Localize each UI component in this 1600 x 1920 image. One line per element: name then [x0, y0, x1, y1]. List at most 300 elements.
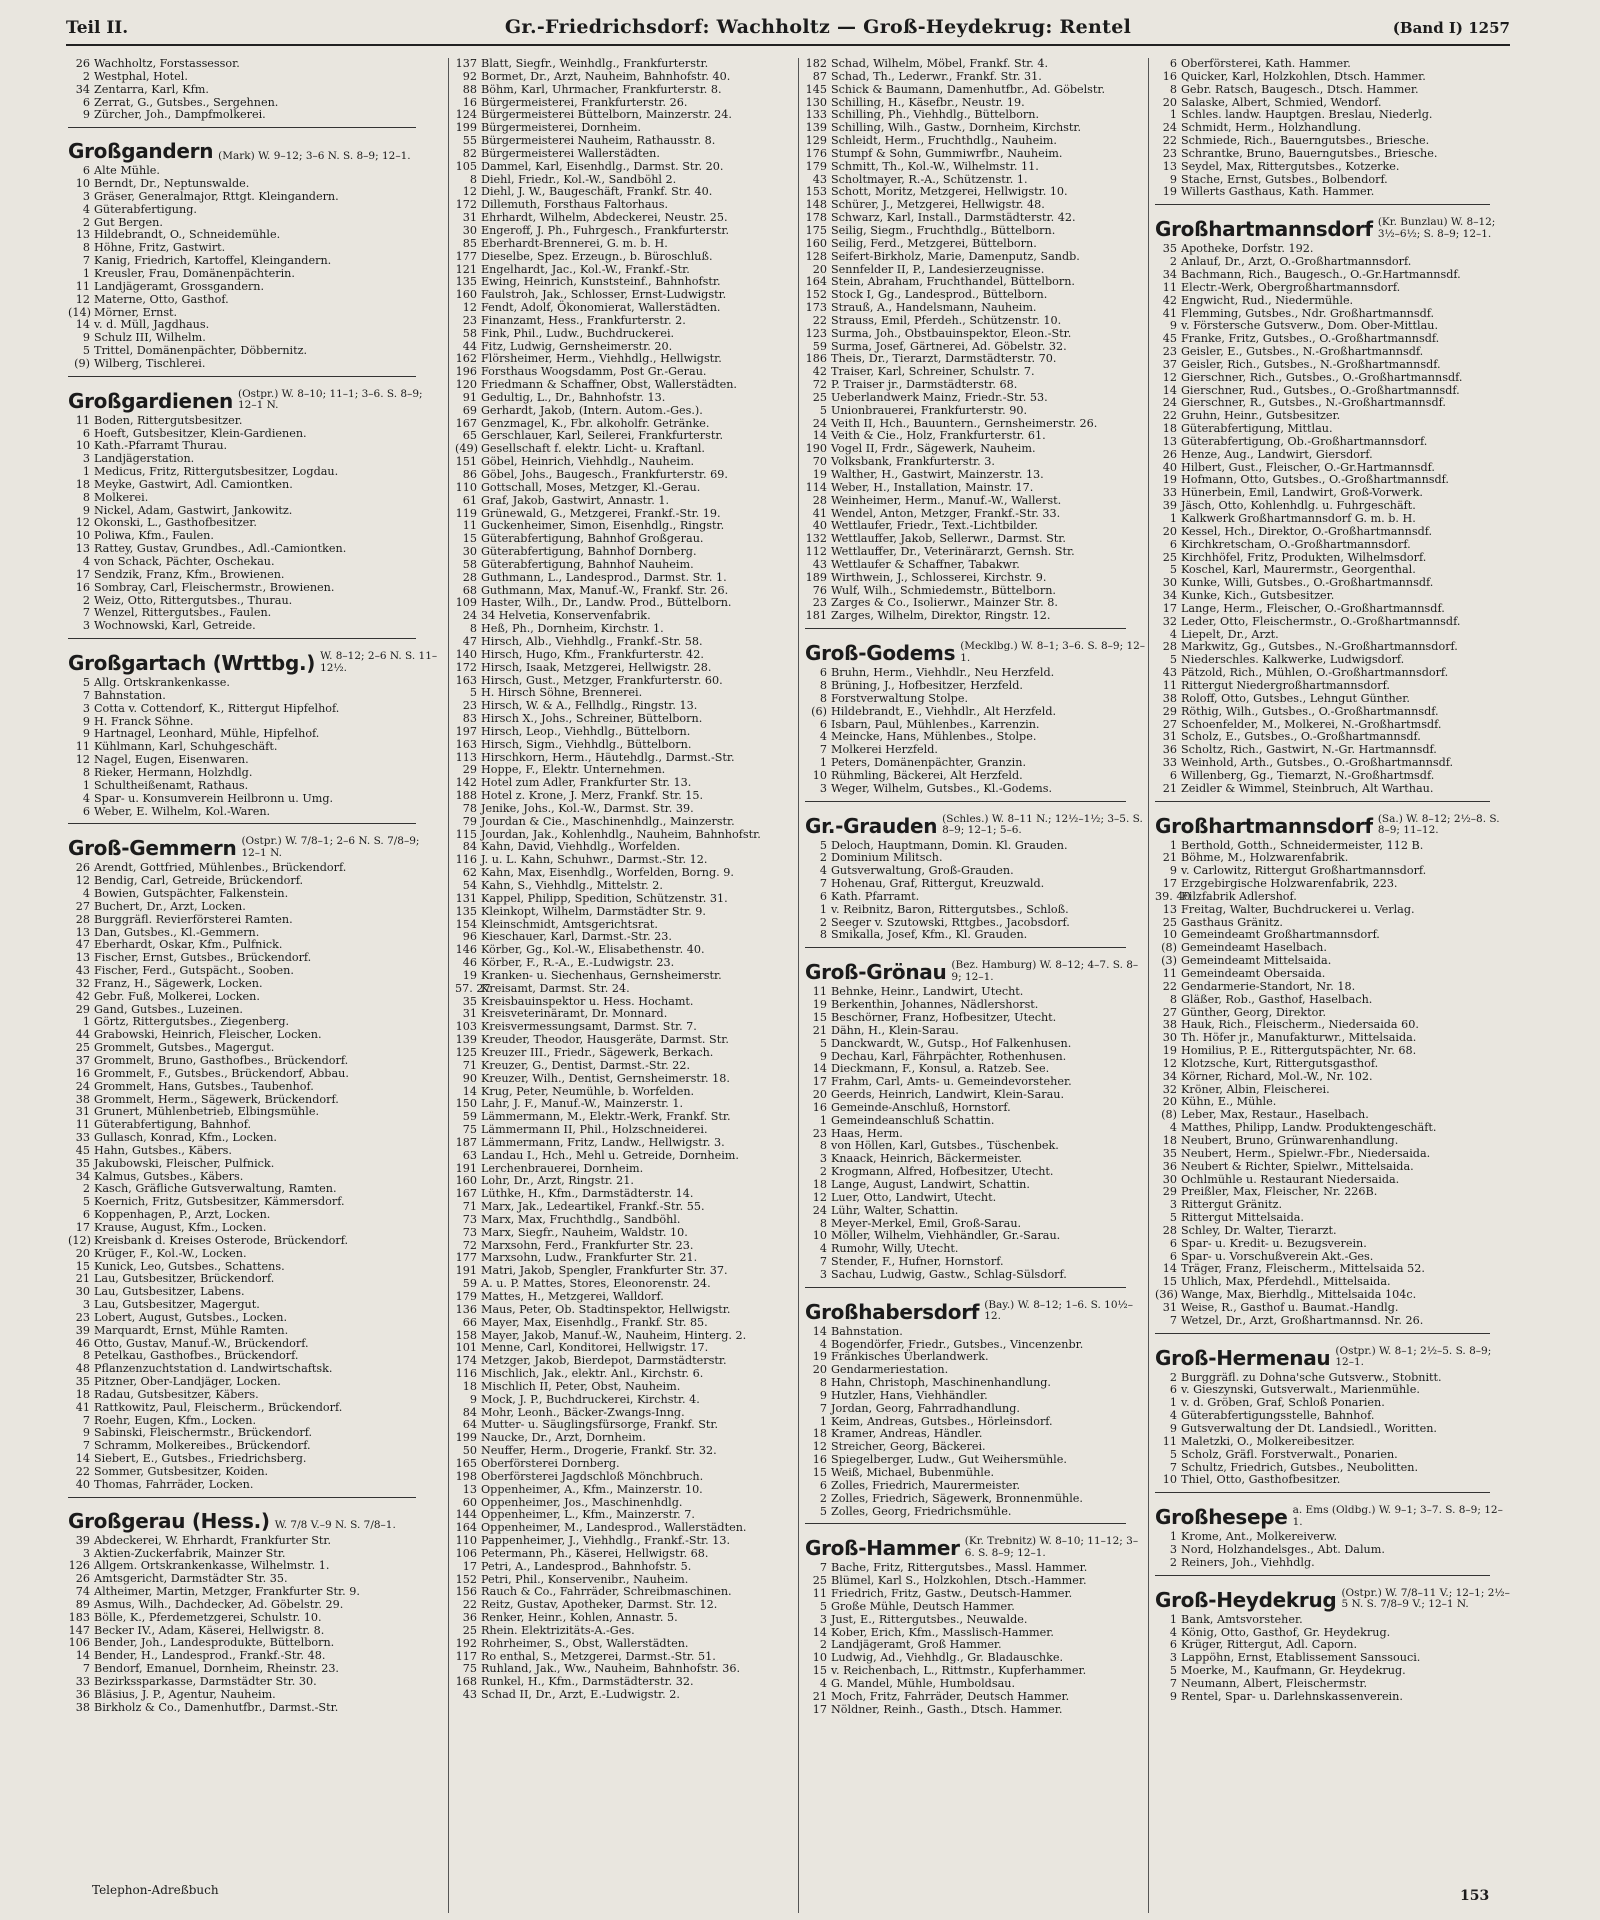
phone-number: 92 [462, 69, 477, 83]
phone-number: 8 [82, 490, 90, 504]
entry-text: Mischlich II, Peter, Obst, Nauheim. [481, 1379, 681, 1393]
entry-text: Hoeft, Gutsbesitzer, Klein-Gardienen. [94, 426, 307, 440]
entry-text: Stumpf & Sohn, Gummiwrfbr., Nauheim. [831, 146, 1063, 160]
phone-number: 11 [812, 985, 827, 999]
entry-text: Oppenheimer, A., Kfm., Mainzerstr. 10. [481, 1482, 703, 1496]
entry-text: Radau, Gutsbesitzer, Käbers. [94, 1387, 259, 1401]
phone-number: 42 [75, 989, 90, 1003]
phone-number: 183 [68, 1610, 90, 1624]
phone-number: 33 [75, 1674, 90, 1688]
phone-number: 3 [82, 189, 90, 203]
entry-text: Dan, Gutsbes., Kl.-Gemmern. [94, 925, 260, 939]
phone-number: 164 [455, 1521, 477, 1535]
phone-number: 24 [1162, 121, 1177, 135]
entry-text: Wenzel, Rittergutsbes., Faulen. [94, 606, 272, 620]
entry-text: Stein, Abraham, Fruchthandel, Büttelborn. [831, 275, 1075, 289]
phone-number: 9 [82, 727, 90, 741]
phone-number: 4 [819, 730, 827, 744]
entry-text: Pflanzenzuchtstation d. Landwirtschaftsk. [94, 1362, 333, 1376]
entry-text: Siebert, E., Gutsbes., Friedrichsberg. [94, 1452, 307, 1466]
section-divider [68, 823, 416, 824]
entry-text: Electr.-Werk, Obergroßhartmannsdorf. [1181, 280, 1401, 294]
phone-number: 17 [75, 567, 90, 581]
entry-text: Keim, Andreas, Gutsbes., Hörleinsdorf. [831, 1414, 1053, 1428]
entry-text: Schultheißenamt, Rathaus. [94, 778, 249, 792]
entry-text: Bahnstation. [831, 1324, 903, 1338]
directory-entry [805, 610, 1147, 623]
phone-number: 35 [1162, 242, 1177, 256]
entry-text: Koppenhagen, P., Arzt, Locken. [94, 1208, 271, 1222]
phone-number: 2 [819, 1491, 827, 1505]
entry-text: Nagel, Eugen, Eisenwaren. [94, 753, 249, 767]
entry-text: Burggräfl. zu Dohna'sche Gutsverw., Stobnitt. [1181, 1370, 1442, 1384]
entry-text: v. Reichenbach, L., Rittmstr., Kupferhammer. [831, 1664, 1087, 1678]
entry-text: Gebr. Fuß, Molkerei, Locken. [94, 989, 260, 1003]
page-header [66, 16, 1510, 42]
entry-text: Mayer, Max, Eisenhdlg., Frankf. Str. 85. [481, 1315, 708, 1329]
phone-number: 31 [1162, 730, 1177, 744]
phone-number: 19 [812, 998, 827, 1012]
entry-text: Bank, Amtsvorsteher. [1181, 1612, 1303, 1626]
phone-number: 163 [455, 737, 477, 751]
entry-text: Pitzner, Ober-Landjäger, Locken. [94, 1375, 281, 1389]
entry-text: Neubert, Bruno, Grünwarenhandlung. [1181, 1133, 1399, 1147]
phone-number: 19 [812, 468, 827, 481]
town-hours: (Schles.) W. 8–11 N.; 12½–1½; 3–5. S. 8–9; 12–1; 5–6. [942, 812, 1143, 837]
entry-text: Strauss, Emil, Pferdeh., Schützenstr. 10. [831, 313, 1062, 327]
entry-text: Bahnstation. [94, 688, 166, 702]
entry-text: Schad II, Dr., Arzt, E.-Ludwigstr. 2. [481, 1688, 680, 1702]
phone-number: 11 [1162, 967, 1177, 980]
entry-text: Bruhn, Herm., Viehhdlr., Neu Herzfeld. [831, 666, 1055, 680]
phone-number: 59 [812, 339, 827, 353]
phone-number: 116 [455, 1367, 477, 1381]
entry-text: Veith & Cie., Holz, Frankfurterstr. 61. [831, 429, 1046, 443]
entry-text: Westphal, Hotel. [94, 69, 188, 83]
entry-text: Dechau, Karl, Fährpächter, Rothenhusen. [831, 1049, 1067, 1063]
entry-text: Kasch, Gräfliche Gutsverwaltung, Ramten. [94, 1182, 337, 1196]
phone-number: 11 [462, 519, 477, 533]
entry-text: Schott, Moritz, Metzgerei, Hellwigstr. 10. [831, 185, 1068, 199]
entry-text: Schmiede, Rich., Bauerngutsbes., Briesche. [1181, 134, 1430, 148]
entry-text: Guthmann, L., Landesprod., Darmst. Str. 1. [481, 570, 727, 584]
entry-text: Zarges & Co., Isolierwr., Mainzer Str. 8. [831, 596, 1058, 610]
phone-number: 10 [75, 439, 90, 453]
entry-text: Willerts Gasthaus, Kath. Hammer. [1181, 185, 1375, 199]
entry-text: Seifert-Birkholz, Marie, Damenputz, Sandb. [831, 249, 1080, 263]
entry-text: Gemeindeanschluß Schattin. [831, 1113, 995, 1127]
phone-number: 19 [1162, 185, 1177, 199]
phone-number: 110 [455, 1534, 477, 1548]
phone-number: 2 [82, 215, 90, 229]
entry-text: Oberförsterei, Kath. Hammer. [1181, 58, 1351, 70]
phone-number: 113 [455, 750, 477, 764]
phone-number: 150 [455, 1097, 477, 1111]
entry-text: Grommelt, Herm., Sägewerk, Brückendorf. [94, 1092, 339, 1106]
phone-number: 3 [819, 781, 827, 795]
phone-number: 87 [812, 69, 827, 83]
phone-number: 34 [75, 1169, 90, 1183]
phone-number: 13 [462, 1482, 477, 1496]
entry-text: Burggräfl. Revierförsterei Ramten. [94, 912, 293, 926]
phone-number: 38 [1162, 1018, 1177, 1032]
phone-number: 11 [812, 1587, 827, 1601]
entry-text: Sommer, Gutsbesitzer, Koiden. [94, 1465, 269, 1478]
phone-number: 4 [1169, 627, 1177, 641]
entry-text: Brüning, J., Hofbesitzer, Herzfeld. [831, 678, 1023, 692]
entry-text: A. u. P. Mattes, Stores, Eleonorenstr. 24. [481, 1277, 711, 1291]
phone-number: 139 [805, 121, 827, 135]
phone-number: 72 [462, 1238, 477, 1252]
phone-number: 8 [82, 765, 90, 779]
phone-number: 130 [805, 95, 827, 109]
phone-number: 18 [75, 1387, 90, 1401]
entry-text: Amtsgericht, Darmstädter Str. 35. [94, 1572, 288, 1586]
section-divider [805, 1523, 1126, 1524]
entry-text: Roehr, Eugen, Kfm., Locken. [94, 1413, 257, 1427]
phone-number: 11 [1162, 280, 1177, 294]
phone-number: 5 [819, 838, 827, 852]
entry-text: Lappöhn, Ernst, Etablissement Sanssouci. [1181, 1651, 1421, 1665]
phone-number: 20 [812, 1363, 827, 1377]
column-4 [1148, 58, 1511, 1913]
entry-text: Hotel z. Krone, J. Merz, Frankf. Str. 15. [481, 789, 704, 803]
entry-text: Schrantke, Bruno, Bauerngutsbes., Briesche. [1181, 146, 1438, 160]
phone-number: 1 [82, 1015, 90, 1029]
entry-text: Marxsohn, Ludw., Frankfurter Str. 21. [481, 1251, 698, 1265]
page-number: 153 [1460, 1888, 1490, 1904]
entry-text: Marx, Jak., Ledeartikel, Frankf.-Str. 55. [481, 1200, 705, 1214]
phone-number: 2 [82, 69, 90, 83]
entry-text: Thiel, Otto, Gasthofbesitzer. [1181, 1473, 1341, 1487]
phone-number: 22 [75, 1465, 90, 1478]
phone-number: 165 [455, 1456, 477, 1470]
entry-text: Rieker, Hermann, Holzhdlg. [94, 765, 253, 779]
phone-number: 27 [1162, 1005, 1177, 1019]
phone-number: 182 [805, 58, 827, 70]
entry-text: Becker IV., Adam, Käserei, Hellwigstr. 8. [94, 1623, 325, 1637]
phone-number: 40 [1162, 460, 1177, 474]
entry-text: Gräser, Generalmajor, Rttgt. Kleingandern. [94, 189, 339, 203]
phone-number: 7 [82, 1662, 90, 1676]
phone-number: 116 [455, 853, 477, 867]
entry-text: Sombray, Carl, Fleischermstr., Browienen. [94, 580, 335, 594]
phone-number: 44 [75, 1028, 90, 1042]
entry-text: Fendt, Adolf, Ökonomierat, Wallerstädten. [481, 301, 721, 315]
entry-text: Wirthwein, J., Schlosserei, Kirchstr. 9. [831, 570, 1047, 584]
phone-number: 25 [75, 1041, 90, 1055]
phone-number: 35 [75, 1375, 90, 1389]
phone-number: 133 [805, 108, 827, 122]
entry-text: Kleinkopt, Wilhelm, Darmstädter Str. 9. [481, 904, 706, 918]
phone-number: 25 [1162, 550, 1177, 564]
phone-number: 19 [1162, 1044, 1177, 1058]
phone-number: 6 [1169, 58, 1177, 70]
entry-text: Kreuzer, Wilh., Dentist, Gernsheimerstr. 18. [481, 1071, 730, 1085]
directory-entry [805, 1506, 1147, 1519]
entry-text: Sennfelder II, P., Landesierzeugnisse. [831, 262, 1045, 276]
entry-text: H. Hirsch Söhne, Brennerei. [481, 686, 643, 700]
phone-number: 21 [75, 1272, 90, 1286]
entry-text: Zarges, Wilhelm, Direktor, Ringstr. 12. [831, 609, 1051, 623]
phone-number: 1 [819, 756, 827, 770]
entry-text: Gottschall, Moses, Metzger, Kl.-Gerau. [481, 480, 701, 494]
entry-text: Koschel, Karl, Maurermstr., Georgenthal. [1181, 563, 1416, 577]
phone-number: 4 [82, 555, 90, 568]
entry-text: Gendarmerie-Standort, Nr. 18. [1181, 979, 1356, 993]
phone-number: 4 [82, 791, 90, 805]
phone-number: 135 [455, 904, 477, 918]
phone-number: 38 [75, 1092, 90, 1106]
entry-text: Willenberg, Gg., Tiemarzt, N.-Großhartmsdf. [1181, 768, 1435, 782]
phone-number: 158 [455, 1328, 477, 1342]
section-divider [1155, 1333, 1490, 1334]
band-page-label: (Band I) 1257 [1392, 19, 1510, 37]
entry-text: Bowien, Gutspächter, Falkenstein. [94, 887, 289, 901]
entry-text: Hotel zum Adler, Frankfurter Str. 13. [481, 776, 692, 790]
entry-text: Kreuder, Theodor, Hausgeräte, Darmst. Str. [481, 1033, 729, 1047]
entry-text: Röthig, Wilh., Gutsbes., O.-Großhartmannsdf. [1181, 704, 1439, 718]
phone-number: 18 [1162, 1133, 1177, 1147]
entry-text: Landjägerstation. [94, 452, 195, 466]
entry-text: Flörsheimer, Herm., Viehhdlg., Hellwigstr. [481, 352, 722, 366]
entry-text: Wettlauffer, Dr., Veterinärarzt, Gernsh. Str. [831, 545, 1075, 559]
town-hours: W. 7/8 V.–9 N. S. 7/8–1. [274, 1519, 396, 1532]
phone-number: 28 [462, 570, 477, 584]
directory-entry [805, 1704, 1147, 1717]
phone-number: 101 [455, 1341, 477, 1355]
phone-number: 6 [819, 666, 827, 680]
entry-text: Grommelt, Hans, Gutsbes., Taubenhof. [94, 1079, 314, 1093]
entry-text: Krause, August, Kfm., Locken. [94, 1220, 267, 1234]
phone-number: 35 [1162, 1146, 1177, 1160]
phone-number: 2 [819, 915, 827, 929]
phone-number: 34 [1162, 1069, 1177, 1083]
phone-number: 191 [455, 1264, 477, 1278]
directory-entry [68, 358, 438, 371]
phone-number: 1 [819, 1113, 827, 1127]
entry-text: Haas, Herm. [831, 1126, 903, 1140]
entry-text: Strauß, A., Handelsmann, Nauheim. [831, 301, 1037, 315]
phone-number: 139 [455, 1033, 477, 1047]
entry-text: Rittergut Mittelsaida. [1181, 1211, 1304, 1225]
entry-text: Körber, F., R.-A., E.-Ludwigstr. 23. [481, 956, 675, 970]
entry-text: Cotta v. Cottendorf, K., Rittergut Hipfelhof. [94, 701, 340, 715]
phone-number: 11 [1162, 678, 1177, 692]
entry-text: Maus, Peter, Ob. Stadtinspektor, Hellwigstr. [481, 1302, 731, 1316]
entry-text: Neubert & Richter, Spielwr., Mittelsaida. [1181, 1159, 1414, 1173]
phone-number: 36 [1162, 1159, 1177, 1173]
phone-number: 39. 40 [1155, 889, 1191, 903]
entry-text: Pätzold, Rich., Mühlen, O.-Großhartmannsdorf. [1181, 666, 1449, 680]
entry-text: Ro enthal, S., Metzgerei, Darmst.-Str. 51. [481, 1649, 716, 1663]
phone-number: 160 [805, 236, 827, 250]
phone-number: 12 [75, 292, 90, 306]
entry-text: Schoenfelder, M., Molkerei, N.-Großhartmsdf. [1181, 717, 1442, 731]
town-hours: (Kr. Bunzlau) W. 8–12; 3½–6½; S. 8–9; 12–1. [1377, 216, 1496, 240]
phone-number: 12 [462, 185, 477, 199]
town-hours: a. Ems (Oldbg.) W. 9–1; 3–7. S. 8–9; 12–1. [1292, 1504, 1503, 1528]
phone-number: 88 [462, 82, 477, 96]
phone-number: 85 [462, 236, 477, 250]
phone-number: 29 [462, 763, 477, 777]
entry-text: Schleidt, Herm., Fruchthdlg., Nauheim. [831, 134, 1057, 148]
entry-text: Lau, Gutsbesitzer, Labens. [94, 1285, 245, 1299]
entry-text: Körner, Richard, Mol.-W., Nr. 102. [1181, 1069, 1373, 1083]
phone-number: 135 [455, 275, 477, 289]
phone-number: 24 [812, 1203, 827, 1217]
entry-text: Gullasch, Konrad, Kfm., Locken. [94, 1131, 277, 1145]
phone-number: 4 [1169, 1409, 1177, 1423]
entry-text: Hofmann, Otto, Gutsbes., O.-Großhartmannsdf. [1181, 473, 1449, 487]
entry-text: Hilbert, Gust., Fleischer, O.-Gr.Hartmannsdf. [1181, 460, 1435, 474]
entry-text: Gerhardt, Jakob, (Intern. Autom.-Ges.). [481, 403, 703, 417]
entry-text: Schwarz, Karl, Install., Darmstädterstr. 42. [831, 211, 1076, 225]
entry-text: Gemeindeamt Großhartmannsdorf. [1181, 928, 1380, 942]
entry-text: Mörner, Ernst. [94, 305, 178, 319]
phone-number: 6 [1169, 1383, 1177, 1397]
phone-number: 96 [462, 930, 477, 944]
phone-number: 20 [812, 262, 827, 276]
phone-number: 156 [455, 1585, 477, 1599]
phone-number: 50 [462, 1444, 477, 1458]
phone-number: 3 [1169, 1651, 1177, 1665]
entry-text: Streicher, Georg, Bäckerei. [831, 1440, 986, 1454]
phone-number: 13 [75, 228, 90, 242]
phone-number: 55 [462, 134, 477, 148]
entry-text: Hahn, Gutsbes., Käbers. [94, 1143, 232, 1157]
entry-text: Dammel, Karl, Eisenhdlg., Darmst. Str. 20. [481, 159, 724, 173]
phone-number: 23 [462, 313, 477, 327]
phone-number: 1 [1169, 1396, 1177, 1410]
entry-text: Leder, Otto, Fleischermstr., O.-Großhartmannsdf. [1181, 614, 1461, 628]
phone-number: 5 [1169, 1664, 1177, 1678]
entry-text: Kröner, Albin, Fleischerei. [1181, 1082, 1330, 1096]
phone-number: 45 [1162, 332, 1177, 346]
entry-text: Surma, Josef, Gärtnerei, Ad. Göbelstr. 32. [831, 339, 1067, 353]
entry-text: Unionbrauerei, Frankfurterstr. 90. [831, 403, 1027, 417]
entry-text: Marx, Siegfr., Nauheim, Waldstr. 10. [481, 1225, 688, 1239]
phone-number: 32 [1162, 1082, 1177, 1096]
phone-number: 179 [455, 1290, 477, 1303]
phone-number: 199 [455, 1431, 477, 1445]
entry-text: Dominium Militsch. [831, 851, 943, 865]
entry-text: Lüthke, H., Kfm., Darmstädterstr. 14. [481, 1187, 694, 1201]
entry-text: Buchert, Dr., Arzt, Locken. [94, 899, 246, 913]
phone-number: 46 [75, 1336, 90, 1350]
phone-number: 11 [1162, 1434, 1177, 1448]
entry-text: Beschörner, Franz, Hofbesitzer, Utecht. [831, 1011, 1057, 1024]
phone-number: 17 [812, 1075, 827, 1089]
entry-text: Ehrhardt, Wilhelm, Abdeckerei, Neustr. 25. [481, 211, 728, 225]
phone-number: 26 [75, 1572, 90, 1586]
header-rule [66, 44, 1510, 46]
entry-text: Wetzel, Dr., Arzt, Großhartmannsd. Nr. 26. [1181, 1313, 1424, 1327]
entry-text: Güterabfertigung, Bahnhof Großgerau. [481, 532, 704, 546]
phone-number: 54 [462, 879, 477, 892]
phone-number: 21 [1162, 781, 1177, 795]
entry-text: Smikalla, Josef, Kfm., Kl. Grauden. [831, 928, 1028, 942]
phone-number: 6 [82, 1208, 90, 1222]
entry-text: Rattkowitz, Paul, Fleischerm., Brückendorf. [94, 1400, 343, 1414]
entry-text: Hildebrandt, O., Schneidemühle. [94, 228, 281, 242]
phone-number: 7 [82, 1413, 90, 1427]
phone-number: 32 [75, 976, 90, 990]
phone-number: 12 [75, 874, 90, 888]
town-hours: (Mecklbg.) W. 8–1; 3–6. S. 8–9; 12–1. [960, 640, 1146, 664]
section-divider [805, 1287, 1126, 1288]
entry-text: Kramer, Andreas, Händler. [831, 1427, 983, 1441]
entry-text: Gerschlauer, Karl, Seilerei, Frankfurterstr. [481, 429, 724, 443]
entry-text: Stock I, Gg., Landesprod., Büttelborn. [831, 288, 1048, 302]
entry-text: Niederschles. Kalkwerke, Ludwigsdorf. [1181, 653, 1405, 667]
phone-number: 28 [1162, 640, 1177, 654]
phone-number: 43 [462, 1688, 477, 1702]
phone-number: 2 [1169, 255, 1177, 269]
entry-text: Berndt, Dr., Neptunswalde. [94, 177, 250, 191]
entry-text: Quicker, Karl, Holzkohlen, Dtsch. Hammer. [1181, 69, 1426, 83]
entry-text: Wilberg, Tischlerei. [94, 356, 206, 370]
phone-number: 18 [462, 1379, 477, 1393]
phone-number: 30 [1162, 576, 1177, 590]
entry-text: Ludwig, Ad., Viehhdlg., Gr. Bladauschke. [831, 1651, 1064, 1665]
entry-text: Engelhardt, Jac., Kol.-W., Frankf.-Str. [481, 262, 690, 276]
entry-text: Wendel, Anton, Metzger, Frankf.-Str. 33. [831, 506, 1061, 520]
phone-number: 19 [1162, 473, 1177, 487]
entry-text: Bache, Fritz, Rittergutsbes., Massl. Hammer. [831, 1561, 1088, 1575]
entry-text: Engwicht, Rud., Niedermühle. [1181, 293, 1354, 307]
phone-number: 31 [462, 1007, 477, 1021]
phone-number: 79 [462, 814, 477, 828]
phone-number: 20 [1162, 95, 1177, 109]
section-divider [68, 1497, 416, 1498]
phone-number: 59 [462, 1110, 477, 1124]
phone-number: 41 [812, 506, 827, 520]
entry-text: Fischer, Ferd., Gutspächt., Sooben. [94, 964, 294, 978]
phone-number: 126 [68, 1559, 90, 1573]
phone-number: 8 [82, 1349, 90, 1363]
town-heading [805, 641, 1147, 664]
phone-number: 11 [75, 1118, 90, 1132]
entry-text: Petri, A., Landesprod., Bahnhofstr. 5. [481, 1559, 692, 1573]
entry-text: Geerds, Heinrich, Landwirt, Klein-Sarau. [831, 1088, 1065, 1102]
phone-number: 15 [462, 532, 477, 546]
phone-number: 179 [805, 159, 827, 173]
entry-text: Schultz, Friedrich, Gutsbes., Neubolitten. [1181, 1460, 1419, 1474]
entry-text: Marquardt, Ernst, Mühle Ramten. [94, 1323, 289, 1337]
entry-text: Weise, R., Gasthof u. Baumat.-Handlg. [1181, 1300, 1399, 1314]
entry-text: Reiners, Joh., Viehhdlg. [1181, 1555, 1315, 1569]
phone-number: 7 [819, 743, 827, 757]
entry-text: Weger, Wilhelm, Gutsbes., Kl.-Godems. [831, 781, 1053, 795]
phone-number: 172 [455, 660, 477, 674]
entry-text: Matri, Jakob, Spengler, Frankfurter Str. 37. [481, 1264, 728, 1278]
entry-text: Gesellschaft f. elektr. Licht- u. Kraftanl. [481, 442, 705, 456]
entry-text: Vogel II, Frdr., Sägewerk, Nauheim. [831, 442, 1036, 456]
entry-text: Gendarmeriestation. [831, 1363, 949, 1377]
phone-number: 13 [1162, 902, 1177, 916]
entry-text: Göbel, Johs., Baugesch., Frankfurterstr. 69. [481, 468, 728, 481]
phone-number: 190 [805, 442, 827, 456]
entry-text: Wachholtz, Forstassessor. [94, 58, 240, 70]
entry-text: Gierschner, Rud., Gutsbes., O.-Großhartmannsdf. [1181, 383, 1460, 397]
phone-number: 30 [1162, 1172, 1177, 1186]
phone-number: 30 [1162, 1031, 1177, 1045]
entry-text: Neubert, Herm., Spielwr.-Fbr., Niedersaida. [1181, 1146, 1431, 1160]
phone-number: 5 [1169, 653, 1177, 667]
entry-text: Mock, J. P., Buchdruckerei, Kirchstr. 4. [481, 1392, 700, 1406]
phone-number: 181 [805, 609, 827, 623]
